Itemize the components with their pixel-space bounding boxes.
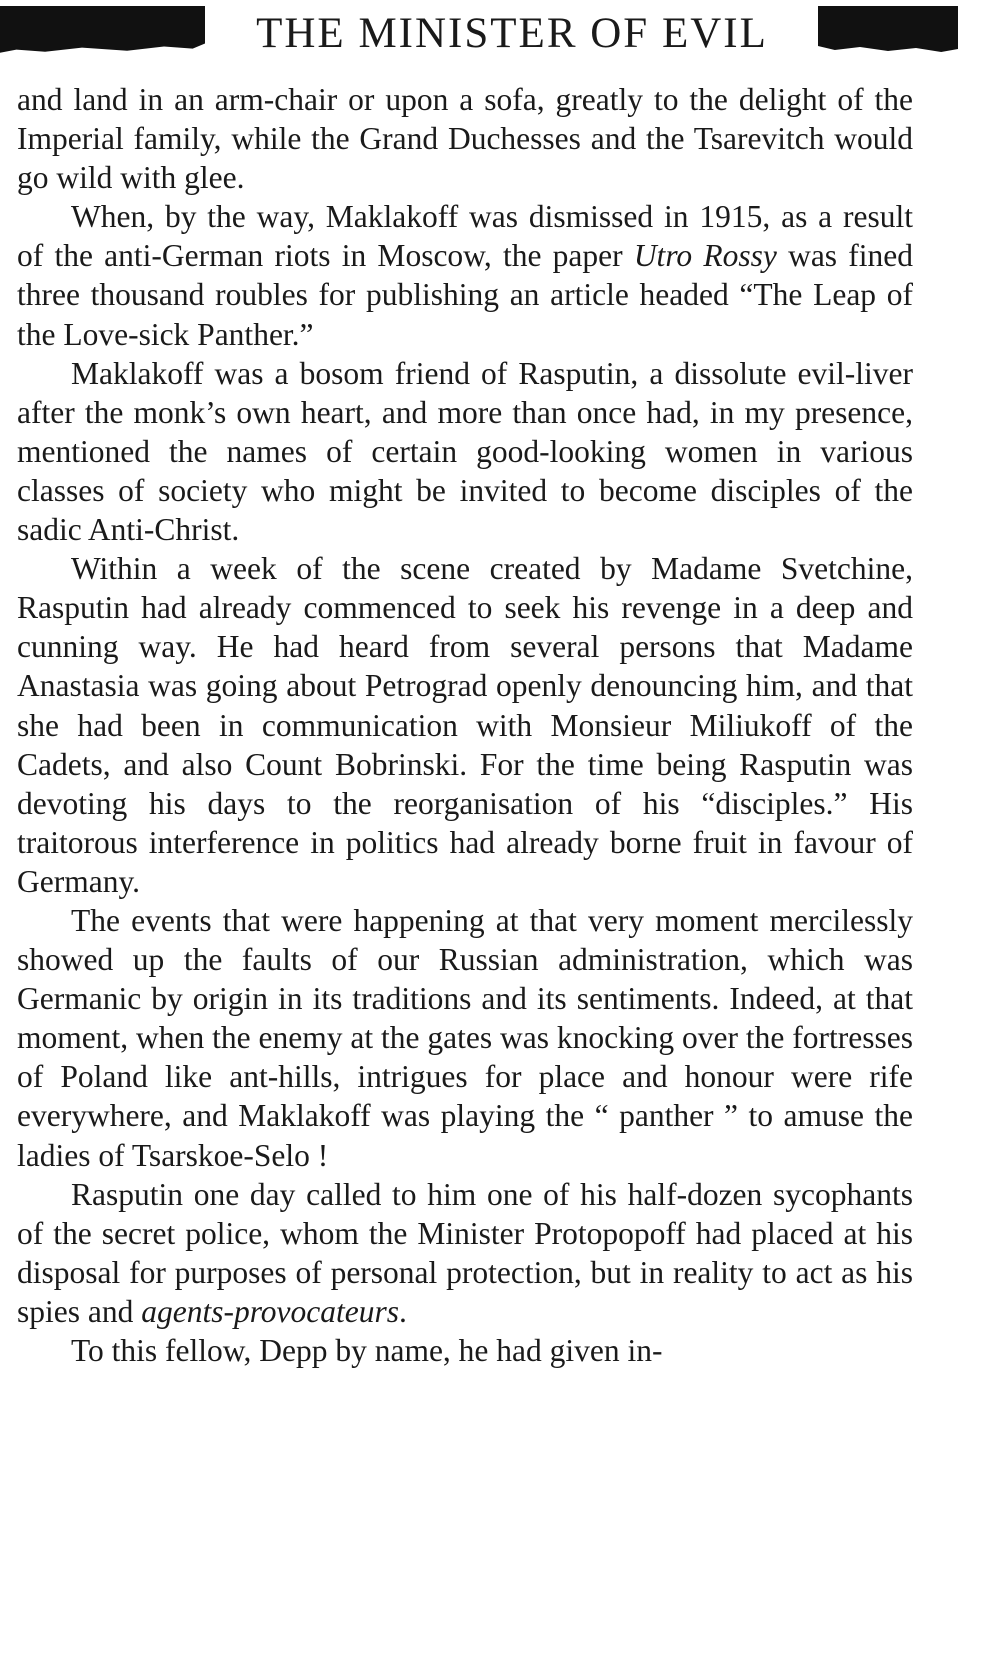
italic-term: agents-provocateurs bbox=[141, 1293, 400, 1329]
ink-smudge-left bbox=[0, 6, 205, 58]
paragraph-6-text-after: . bbox=[399, 1293, 407, 1329]
paragraph-1: and land in an arm-chair or upon a sofa, greatly to the delight of the Imperial family, while the Grand Duchesses and the Tsarevitch would go wild with glee. bbox=[17, 82, 913, 196]
ink-smudge-right bbox=[818, 6, 958, 56]
paragraph-2-text-after: was fined three thousand roubles for publishing an article headed “The Leap of the Love-sick Panther.” bbox=[17, 238, 913, 352]
paragraph-5: The events that were happening at that very moment mercilessly showed up the faults of our Russian administration, which was Germanic by origin in its traditions and its sentiments. Indeed, at that moment, when the enemy at the gates was knocking over the fortresses of Poland like ant-hills, intrigues for place and honour were rife everywhere, and Maklakoff was playing the “ panther ” to amuse the ladies of Tsarskoe-Selo ! bbox=[17, 902, 913, 1173]
page-header bbox=[0, 6, 1000, 66]
paragraph-6 bbox=[17, 1175, 913, 1331]
paragraph-2-text-before: When, by the way, Maklakoff was dismissed in 1915, as a result of the anti-German riots in Moscow, the paper bbox=[17, 199, 913, 274]
running-head: THE MINISTER OF EVIL bbox=[256, 10, 768, 57]
paragraph-4: Within a week of the scene created by Madame Svetchine, Rasputin had already commenced to seek his revenge in a deep and cunning way. He had heard from several persons that Madame Anastasia was going about Petrograd openly denouncing him, and that she had been in communication with Monsieur Miliukoff of the Cadets, and also Count Bobrinski. For the time being Rasputin was devoting his days to the reorganisation of his “disciples.” His traitorous interference in politics had already borne fruit in favour of Germany. bbox=[17, 551, 913, 899]
newspaper-title: Utro Rossy bbox=[633, 238, 777, 274]
paragraph-2 bbox=[17, 197, 913, 353]
paragraph-6-text-before: Rasputin one day called to him one of his half-dozen sycophants of the secret police, whom the Minister Protopopoff had placed at his disposal for purposes of personal protection, but in reality to act as his spies and bbox=[17, 1176, 913, 1329]
body-text bbox=[17, 80, 913, 1370]
paragraph-3: Maklakoff was a bosom friend of Rasputin, a dissolute evil-liver after the monk’s own heart, and more than once had, in my presence, mentioned the names of certain good-looking women in various classes of society who might be invited to become disciples of the sadic Anti-Christ. bbox=[17, 355, 913, 548]
paragraph-7: To this fellow, Depp by name, he had given in- bbox=[71, 1333, 663, 1368]
